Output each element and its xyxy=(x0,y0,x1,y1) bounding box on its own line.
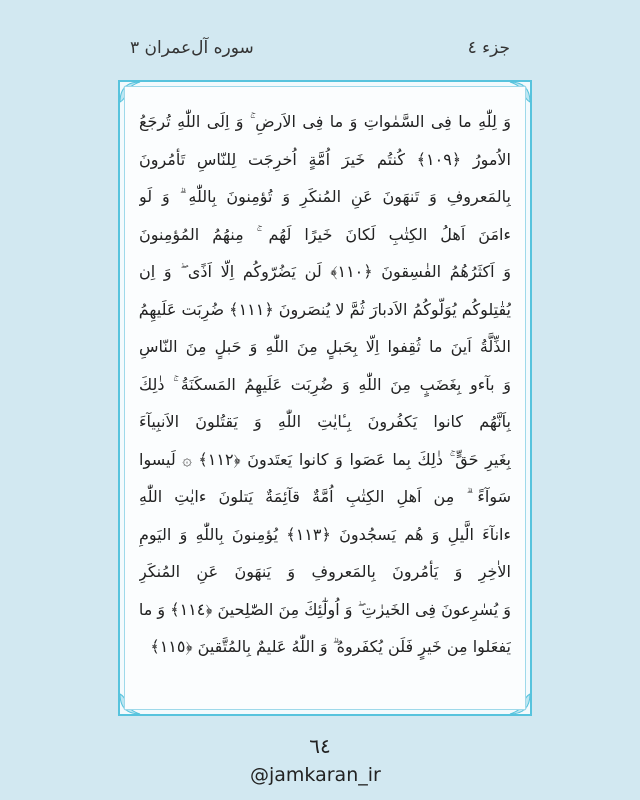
verse-line: سَوآءً ۗ مِن اَهلِ الكِتٰبِ اُمَّةٌ قآئِمَةٌ یَتلونَ ءایٰتِ اللّٰهِ xyxy=(139,487,511,506)
verse-line: یُقٰتِلوكُم یُوَلّوكُمُ الاَدبارَ ثُمَّ لا یُنصَرونَ ﴿١١١﴾ ضُرِبَت عَلَیهِمُ xyxy=(139,299,511,319)
verse-line: الاُمورُ ﴿١٠٩﴾ كُنتُم خَیرَ اُمَّةٍ اُخرِجَت لِلنّاسِ تَأمُرونَ xyxy=(139,149,511,169)
juz-label: جزء ٤ xyxy=(467,38,510,58)
page-header xyxy=(130,38,510,68)
verse-line: الاٰخِرِ وَ یَأمُرونَ بِالمَعروفِ وَ یَنهَونَ عَنِ المُنكَرِ xyxy=(139,562,511,581)
verse-line: بِالمَعروفِ وَ تَنهَونَ عَنِ المُنكَرِ وَ تُؤمِنونَ بِاللّٰهِ ۗ وَ لَو xyxy=(139,187,511,206)
verse-line: بِغَیرِ حَقٍّ ۚ ذٰلِكَ بِما عَصَوا وَ كانوا یَعتَدونَ ﴿١١٢﴾ ۞ لَیسوا xyxy=(139,449,511,469)
text-panel xyxy=(124,86,526,710)
verse-line: ءامَنَ اَهلُ الكِتٰبِ لَكانَ خَیرًا لَهُم ۚ مِنهُمُ المُؤمِنونَ xyxy=(139,224,511,244)
verse-text-block xyxy=(139,103,511,695)
verse-line: ءانآءَ الَّیلِ وَ هُم یَسجُدونَ ﴿١١٣﴾ یُؤمِنونَ بِاللّٰهِ وَ الیَومِ xyxy=(139,524,511,544)
channel-handle-link[interactable]: @jamkaran_ir xyxy=(250,764,381,786)
quran-page-frame xyxy=(118,80,532,716)
verse-line: وَ اَكثَرُهُمُ الفٰسِقونَ ﴿١١٠﴾ لَن یَضُرّوكُم اِلّا اَذًی ۖ وَ اِن xyxy=(139,262,511,281)
verse-line: وَ لِلّٰهِ ما فِی السَّمٰواتِ وَ ما فِی الاَرضِ ۚ وَ اِلَی اللّٰهِ تُرجَعُ xyxy=(139,112,511,131)
verse-line: وَ بآءو بِغَضَبٍ مِنَ اللّٰهِ وَ ضُرِبَت عَلَیهِمُ المَسكَنَةُ ۚ ذٰلِكَ xyxy=(139,374,511,394)
verse-line: یَفعَلوا مِن خَیرٍ فَلَن یُكفَروهُ ۗ وَ اللّٰهُ عَلیمٌ بِالمُتَّقینَ ﴿١١٥﴾ xyxy=(150,637,511,656)
verse-line: بِاَنَّهُم كانوا یَكفُرونَ بِـٔایٰتِ اللّٰهِ وَ یَقتُلونَ الاَنبِیآءَ xyxy=(139,412,511,431)
page-number: ٦٤ xyxy=(309,734,331,758)
verse-line: الذِّلَّةُ اَینَ ما ثُقِفوا اِلّا بِحَبلٍ مِنَ اللّٰهِ وَ حَبلٍ مِنَ النّاسِ xyxy=(139,337,511,356)
verse-line: وَ یُسٰرِعونَ فِی الخَیرٰتِ ۖ وَ اُولٰٓئِكَ مِنَ الصّٰلِحینَ ﴿١١٤﴾ وَ ما xyxy=(139,599,511,619)
surah-title: سوره آل‌عمران ٣ xyxy=(130,38,254,58)
